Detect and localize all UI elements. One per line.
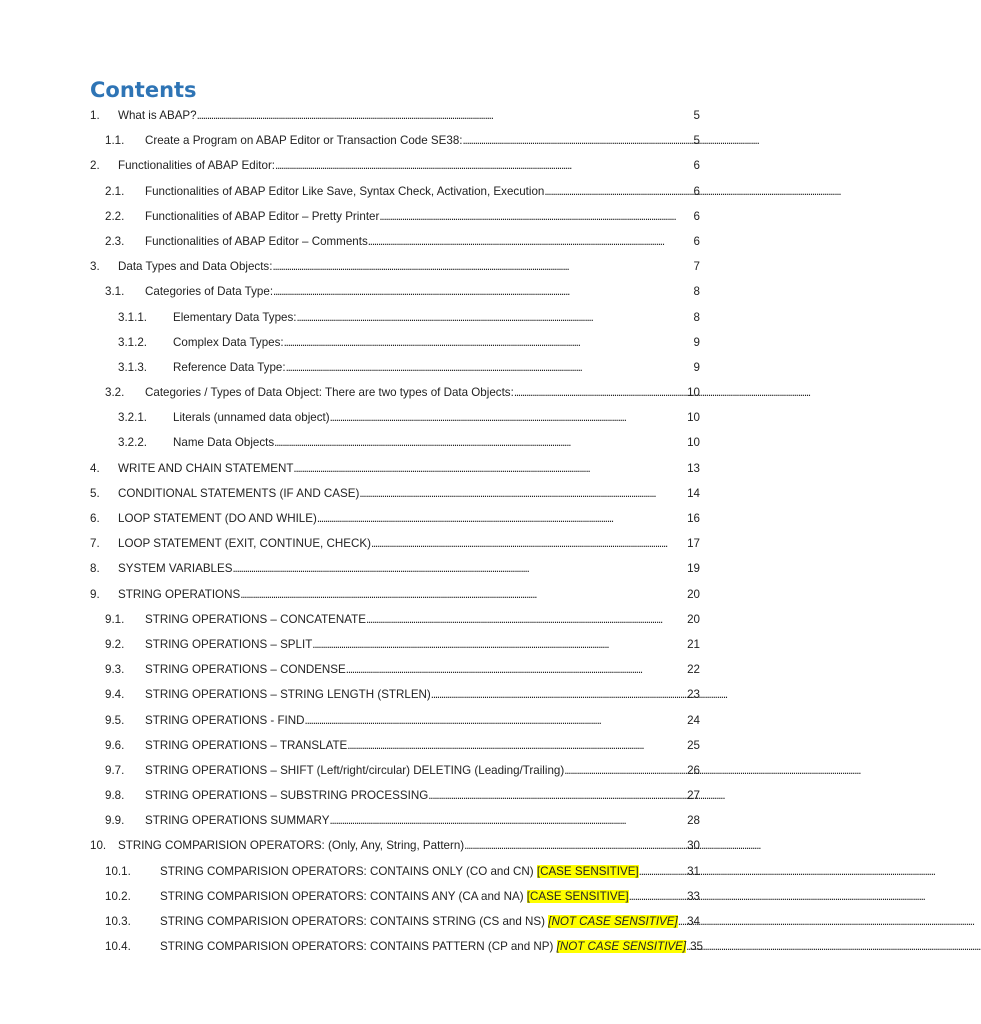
toc-entry-title-text: Reference Data Type:: [173, 360, 286, 374]
toc-entry-title: [145, 632, 312, 657]
toc-entry-title: [118, 153, 275, 178]
toc-entry-title-text: What is ABAP?: [118, 109, 197, 122]
toc-dot-leader: [197, 103, 694, 128]
toc-entry-title-text: Functionalities of ABAP Editor:: [118, 159, 276, 173]
toc-entry-title-text: STRING OPERATIONS – STRING LENGTH (STRLEN): [145, 688, 431, 702]
toc-entry-number: 2.2.: [105, 209, 125, 223]
toc-dot-leader: [240, 582, 687, 607]
toc-entry[interactable]: [90, 153, 700, 178]
toc-entry-page-number: 5: [693, 109, 700, 122]
toc-entry-number: 2.: [90, 159, 100, 173]
toc-entry-number: 3.: [90, 260, 100, 274]
toc-entry-title: [173, 355, 286, 380]
toc-entry[interactable]: [90, 355, 700, 380]
toc-dot-leader: [317, 506, 687, 531]
table-of-contents: [90, 103, 704, 959]
toc-dot-leader: [347, 733, 687, 758]
toc-entry-number: 2.3.: [105, 234, 125, 248]
toc-entry-highlight: [CASE SENSITIVE]: [536, 864, 639, 878]
toc-entry-title: [145, 204, 379, 229]
toc-entry-page-number: 6: [693, 184, 700, 198]
toc-dot-leader: [514, 380, 687, 405]
toc-entry[interactable]: [90, 783, 700, 808]
toc-dot-leader: [330, 405, 687, 430]
toc-entry-title: [145, 607, 366, 632]
toc-entry-title: [145, 733, 347, 758]
toc-dot-leader: [346, 657, 687, 682]
toc-entry[interactable]: [90, 481, 700, 506]
toc-entry[interactable]: [90, 506, 700, 531]
toc-dot-leader: [273, 279, 694, 304]
toc-entry-title-text: STRING OPERATIONS – CONCATENATE: [145, 612, 366, 626]
toc-entry-number: 10.2.: [105, 889, 131, 903]
toc-entry-title-text: Categories of Data Type:: [145, 285, 274, 299]
toc-entry-title-text: STRING OPERATIONS – SUBSTRING PROCESSING: [145, 789, 429, 803]
toc-entry-number: 3.1.1.: [118, 310, 148, 324]
toc-entry-title-text: STRING OPERATIONS – SPLIT: [145, 637, 313, 651]
toc-entry-number: 3.2.2.: [118, 436, 148, 450]
toc-entry-page-number: 8: [693, 285, 700, 299]
toc-entry-title-text: CONDITIONAL STATEMENTS (IF AND CASE): [118, 486, 360, 500]
toc-entry-page-number: 30: [687, 839, 700, 853]
toc-entry-title-text: STRING COMPARISION OPERATORS: CONTAINS PATTERN (CP and NP): [160, 940, 557, 954]
toc-entry-page-number: 9: [693, 360, 700, 374]
toc-dot-leader: [428, 783, 687, 808]
toc-entry-page-number: 14: [687, 486, 700, 500]
toc-entry-title: [160, 934, 686, 959]
toc-entry[interactable]: [90, 204, 700, 229]
toc-dot-leader: [275, 153, 694, 178]
toc-entry-page-number: 25: [687, 738, 700, 752]
toc-entry[interactable]: [90, 758, 700, 783]
toc-dot-leader: [274, 430, 687, 455]
toc-entry-title: [145, 657, 346, 682]
toc-dot-leader: [379, 204, 693, 229]
toc-entry-title-text: LOOP STATEMENT (DO AND WHILE): [118, 512, 317, 525]
toc-entry[interactable]: [90, 607, 700, 632]
toc-entry-page-number: 20: [687, 587, 700, 601]
toc-entry-number: 9.: [90, 587, 100, 601]
toc-entry[interactable]: [90, 556, 700, 581]
toc-entry[interactable]: [90, 733, 700, 758]
toc-entry-page-number: 6: [693, 234, 700, 248]
toc-entry[interactable]: [90, 632, 700, 657]
toc-entry[interactable]: [90, 531, 700, 556]
toc-entry[interactable]: [90, 229, 700, 254]
toc-entry[interactable]: [90, 103, 700, 128]
toc-entry[interactable]: [90, 330, 700, 355]
toc-entry-title: [173, 430, 274, 455]
toc-entry-number: 3.1.2.: [118, 335, 148, 349]
toc-entry[interactable]: [90, 405, 700, 430]
toc-entry-number: 9.3.: [105, 663, 125, 677]
toc-entry-number: 9.1.: [105, 612, 125, 626]
toc-entry[interactable]: [90, 884, 700, 909]
toc-entry-title: [118, 481, 359, 506]
toc-entry-number: 2.1.: [105, 184, 125, 198]
toc-entry-number: 9.5.: [105, 713, 125, 727]
toc-entry-title-text: STRING COMPARISION OPERATORS: CONTAINS ANY (CA and NA): [160, 889, 527, 903]
toc-entry-number: 7.: [90, 537, 100, 551]
toc-entry-title-text: Complex Data Types:: [173, 335, 284, 349]
toc-entry-page-number: 35: [690, 940, 704, 954]
toc-entry-title: [160, 909, 678, 934]
toc-entry-title-text: STRING OPERATIONS – SHIFT (Left/right/circular) DELETING (Leading/Trailing): [145, 763, 565, 777]
toc-entry-title: [118, 254, 272, 279]
toc-entry-page-number: 19: [687, 562, 700, 576]
toc-entry[interactable]: [90, 708, 700, 733]
toc-entry-title-text: STRING OPERATIONS – CONDENSE: [145, 663, 346, 677]
toc-entry-title-text: STRING OPERATIONS – TRANSLATE: [145, 738, 348, 752]
toc-entry-page-number: 6: [693, 209, 700, 223]
toc-entry-title: [173, 405, 330, 430]
toc-entry-page-number: 33: [687, 889, 700, 903]
toc-entry-page-number: 13: [687, 461, 700, 475]
toc-dot-leader: [464, 833, 687, 858]
toc-entry-highlight: [CASE SENSITIVE]: [526, 889, 629, 903]
toc-dot-leader: [305, 708, 688, 733]
toc-entry-title: [145, 758, 564, 783]
toc-dot-leader: [368, 229, 694, 254]
toc-entry[interactable]: [90, 808, 700, 833]
toc-entry-page-number: 21: [687, 637, 700, 651]
toc-entry-title-text: Functionalities of ABAP Editor – Comments: [145, 234, 368, 248]
toc-entry-number: 1.: [90, 109, 100, 122]
toc-entry-title-text: Categories / Types of Data Object: There are two types of Data Objects:: [145, 386, 514, 400]
toc-entry-title-text: STRING COMPARISION OPERATORS: (Only, Any, String, Pattern): [118, 839, 465, 853]
toc-entry-title-text: STRING COMPARISION OPERATORS: CONTAINS STRING (CS and NS): [160, 915, 549, 928]
toc-entry[interactable]: [90, 682, 700, 707]
toc-entry-page-number: 27: [687, 789, 700, 803]
toc-dot-leader: [431, 682, 687, 707]
toc-dot-leader: [232, 556, 687, 581]
toc-dot-leader: [366, 607, 687, 632]
toc-entry-title: [145, 229, 368, 254]
toc-entry[interactable]: [90, 128, 700, 153]
toc-entry-title: [118, 531, 371, 556]
toc-entry-page-number: 31: [687, 864, 700, 878]
toc-entry-number: 10.: [90, 839, 107, 853]
toc-entry-page-number: 8: [693, 310, 700, 324]
toc-entry-page-number: 34: [687, 915, 700, 928]
toc-dot-leader: [678, 909, 687, 934]
toc-entry-page-number: 28: [687, 814, 700, 828]
toc-entry-page-number: 22: [687, 663, 700, 677]
toc-entry-title: [173, 330, 284, 355]
toc-entry[interactable]: [90, 430, 700, 455]
toc-entry-page-number: 17: [687, 537, 700, 551]
toc-entry-title: [118, 103, 197, 128]
toc-entry-number: 6.: [90, 512, 100, 525]
toc-dot-leader: [629, 884, 688, 909]
toc-entry-number: 9.4.: [105, 688, 125, 702]
toc-entry-number: 5.: [90, 486, 100, 500]
toc-entry-page-number: 6: [693, 159, 700, 173]
toc-entry-page-number: 5: [693, 134, 700, 148]
toc-entry-title-text: WRITE AND CHAIN STATEMENT: [118, 461, 294, 475]
toc-entry-title: [145, 783, 428, 808]
toc-entry-title: [145, 279, 273, 304]
toc-entry-number: 3.2.: [105, 386, 125, 400]
toc-dot-leader: [359, 481, 687, 506]
toc-entry-title-text: STRING OPERATIONS: [118, 587, 241, 601]
toc-entry-number: 10.3.: [105, 915, 131, 928]
toc-dot-leader: [463, 128, 694, 153]
toc-entry-title-text: Literals (unnamed data object): [173, 411, 330, 425]
toc-entry-title: [145, 128, 463, 153]
toc-entry-title-text: Functionalities of ABAP Editor – Pretty Printer: [145, 209, 380, 223]
toc-entry-page-number: 7: [693, 260, 700, 274]
toc-entry-title: [160, 859, 639, 884]
toc-entry[interactable]: [90, 657, 700, 682]
toc-entry[interactable]: [90, 179, 700, 204]
toc-entry-number: 9.2.: [105, 637, 125, 651]
toc-entry-highlight: [NOT CASE SENSITIVE]: [556, 940, 687, 954]
toc-entry[interactable]: [90, 582, 700, 607]
toc-entry-page-number: 24: [687, 713, 700, 727]
toc-entry-page-number: 23: [687, 688, 700, 702]
toc-entry-title-text: LOOP STATEMENT (EXIT, CONTINUE, CHECK): [118, 537, 371, 551]
toc-entry-title: [118, 833, 464, 858]
toc-dot-leader: [312, 632, 687, 657]
toc-entry-title: [145, 808, 329, 833]
toc-entry-title-text: STRING COMPARISION OPERATORS: CONTAINS ONLY (CO and CN): [160, 864, 537, 878]
toc-entry-number: 9.9.: [105, 814, 125, 828]
toc-entry[interactable]: [90, 859, 700, 884]
toc-entry-number: 1.1.: [105, 134, 125, 148]
toc-entry-number: 3.2.1.: [118, 411, 148, 425]
toc-entry-title: [145, 682, 431, 707]
toc-dot-leader: [293, 456, 687, 481]
toc-dot-leader: [564, 758, 687, 783]
toc-dot-leader: [329, 808, 687, 833]
toc-entry-number: 9.7.: [105, 763, 125, 777]
toc-entry-page-number: 10: [687, 386, 700, 400]
toc-entry-title: [118, 456, 293, 481]
toc-entry-title-text: Elementary Data Types:: [173, 310, 297, 324]
toc-entry[interactable]: [90, 380, 700, 405]
toc-dot-leader: [639, 859, 687, 884]
toc-entry-number: 10.1.: [105, 864, 131, 878]
toc-dot-leader: [297, 305, 694, 330]
toc-entry-title: [145, 380, 514, 405]
toc-entry-title-text: STRING OPERATIONS SUMMARY: [145, 814, 330, 828]
toc-entry[interactable]: [90, 279, 700, 304]
toc-dot-leader: [371, 531, 687, 556]
toc-entry-page-number: 9: [693, 335, 700, 349]
toc-entry[interactable]: [90, 833, 700, 858]
toc-entry-title: [118, 506, 317, 531]
toc-entry-number: 3.1.3.: [118, 360, 148, 374]
toc-entry-number: 9.8.: [105, 789, 125, 803]
toc-entry-title-text: SYSTEM VARIABLES: [118, 562, 233, 576]
toc-entry-page-number: 10: [687, 411, 700, 425]
toc-entry-title: [173, 305, 297, 330]
toc-entry-highlight: [NOT CASE SENSITIVE]: [548, 915, 678, 928]
toc-entry-title: [118, 556, 232, 581]
toc-entry-title-text: STRING OPERATIONS - FIND: [145, 713, 305, 727]
toc-entry-title-text: Create a Program on ABAP Editor or Transaction Code SE38:: [145, 134, 463, 148]
toc-dot-leader: [544, 179, 693, 204]
toc-entry-page-number: 10: [687, 436, 700, 450]
toc-entry-page-number: 26: [687, 763, 700, 777]
toc-entry[interactable]: [90, 456, 700, 481]
toc-entry-title: [145, 708, 305, 733]
toc-entry[interactable]: [90, 305, 700, 330]
toc-entry[interactable]: [90, 934, 704, 959]
toc-entry[interactable]: [90, 254, 700, 279]
toc-entry-title: [160, 884, 629, 909]
toc-entry-number: 3.1.: [105, 285, 125, 299]
toc-entry-title-text: Data Types and Data Objects:: [118, 260, 273, 274]
toc-dot-leader: [284, 330, 694, 355]
toc-entry-title-text: Name Data Objects: [173, 436, 275, 450]
toc-entry-number: 10.4.: [105, 940, 131, 954]
toc-entry-page-number: 20: [687, 612, 700, 626]
toc-dot-leader: [286, 355, 694, 380]
toc-entry-title: [145, 179, 544, 204]
page-title: Contents: [90, 78, 197, 102]
toc-entry-page-number: 16: [687, 512, 700, 525]
toc-dot-leader: [272, 254, 693, 279]
toc-entry-number: 8.: [90, 562, 100, 576]
toc-entry-number: 4.: [90, 461, 100, 475]
toc-entry[interactable]: [90, 909, 700, 934]
toc-entry-title-text: Functionalities of ABAP Editor Like Save, Syntax Check, Activation, Execution: [145, 184, 545, 198]
toc-entry-title: [118, 582, 240, 607]
toc-entry-number: 9.6.: [105, 738, 125, 752]
